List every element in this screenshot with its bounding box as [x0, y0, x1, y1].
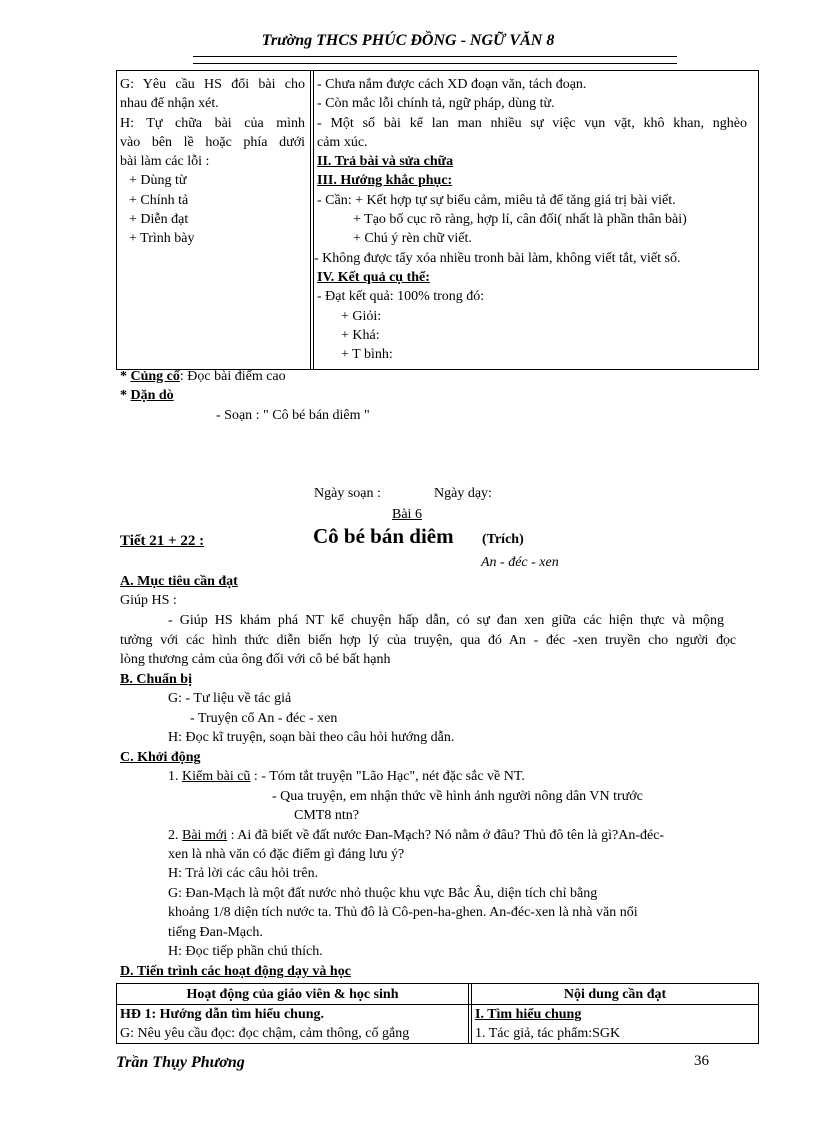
right-line: - Cần: + Kết hợp tự sự biểu cảm, miêu tả để tăng giá trị bài viết. [317, 193, 676, 208]
item-number: 1. [168, 769, 179, 784]
table-divider-inner [313, 71, 314, 369]
right-line: - Chưa nắm được cách XD đoạn văn, tách đoạn. [317, 77, 587, 92]
bai-moi-line: H: Trả lời các câu hỏi trên. [168, 866, 319, 881]
section-a-line: - Giúp HS khám phá NT kể chuyện hấp dẫn, có sự đan xen giữa các hiện thực và mộng [168, 613, 724, 628]
right-line: + Tạo bố cục rõ ràng, hợp lí, cân đối( nhất là phần thân bài) [353, 212, 687, 227]
right-line: + Chú ý rèn chữ viết. [353, 231, 472, 246]
ngay-day: Ngày dạy: [434, 486, 492, 501]
bai-moi-label: Bài mới [182, 828, 228, 843]
right-line: - Còn mắc lỗi chính tả, ngữ pháp, dùng từ. [317, 96, 555, 111]
lesson-number: Bài 6 [392, 507, 422, 522]
content-heading: I. Tìm hiểu chung [475, 1007, 582, 1022]
dan-do-line: * Dặn dò [120, 388, 174, 403]
lesson-author: An - đéc - xen [481, 555, 559, 570]
right-line: + Giỏi: [341, 309, 382, 324]
section-b-line: G: - Tư liệu về tác giả [168, 691, 292, 706]
footer-author: Trần Thụy Phương [116, 1054, 245, 1071]
header-rule [193, 56, 677, 64]
item-number: 2. [168, 828, 179, 843]
top-table [116, 70, 759, 370]
right-line: - Một số bài kể lan man nhiều sự việc vụn vặt, khô khan, nghèo [317, 116, 747, 131]
table-divider [310, 71, 311, 369]
bai-moi-line [168, 828, 664, 844]
kiem-bai-cu-line [168, 769, 525, 785]
right-line: - Không được tẩy xóa nhiều tronh bài làm, không viết tắt, viết số. [314, 251, 681, 266]
activity-table [116, 983, 759, 1044]
section-b-title: B. Chuẩn bị [120, 672, 192, 687]
right-line: cảm xúc. [317, 135, 368, 150]
lesson-title: Cô bé bán diêm [313, 524, 454, 548]
bai-moi-line: H: Đọc tiếp phần chú thích. [168, 944, 323, 959]
activity-heading: HĐ 1: Hướng dẫn tìm hiểu chung. [120, 1007, 325, 1022]
page-header [0, 32, 816, 50]
ngay-soan: Ngày soạn : [314, 486, 381, 501]
cung-co-text: : Đọc bài điểm cao [179, 369, 286, 384]
left-line: + Dùng từ [129, 173, 187, 188]
cung-co-line: * Củng cố: Đọc bài điểm cao [120, 369, 286, 384]
right-line: + Khá: [341, 328, 380, 343]
left-line: + Diễn đạt [129, 212, 189, 227]
right-line: - Đạt kết quả: 100% trong đó: [317, 289, 485, 304]
kiem-bai-cu-line: CMT8 ntn? [294, 808, 359, 823]
bai-moi-line: xen là nhà văn có đặc điểm gì đáng lưu ý? [168, 847, 405, 862]
section-heading: III. Hướng khắc phục: [317, 173, 453, 188]
dan-do-label: Dặn dò [130, 388, 174, 403]
kiem-bai-cu-line: - Qua truyện, em nhận thức về hình ảnh người nông dân VN trước [272, 789, 643, 804]
section-d-title: D. Tiến trình các hoạt động dạy và học [120, 964, 351, 979]
table-header-activity: Hoạt động của giáo viên & học sinh [186, 987, 399, 1002]
left-line: nhau để nhận xét. [120, 96, 219, 111]
section-a-line: tưởng với các hình thức diễn biến hợp lý của truyện, qua đó An - đéc -xen truyền cho người đọc [120, 633, 736, 648]
page-number: 36 [694, 1053, 709, 1069]
cung-co-label: Củng cố [130, 369, 180, 384]
bai-moi-line: khoảng 1/8 diện tích nước ta. Thủ đô là Cô-pen-ha-ghen. An-đéc-xen là nhà văn nổi [168, 905, 638, 920]
table-divider [468, 984, 469, 1043]
left-line: vào bên lề hoặc phía dưới [120, 135, 305, 150]
section-b-line: H: Đọc kĩ truyện, soạn bài theo câu hỏi hướng dẫn. [168, 730, 455, 745]
header-school: Trường THCS PHÚC ĐỒNG [261, 32, 457, 49]
left-line: H: Tự chữa bài của mình [120, 116, 305, 131]
kiem-bai-cu-text: : - Tóm tắt truyện "Lão Hạc", nét đặc sắc về NT. [253, 769, 525, 784]
bai-moi-line: G: Đan-Mạch là một đất nước nhỏ thuộc khu vực Bắc Âu, diện tích chỉ bằng [168, 886, 598, 901]
left-line: + Trình bày [129, 231, 195, 246]
left-line: G: Yêu cầu HS đổi bài cho [120, 77, 305, 92]
bai-moi-line: tiếng Đan-Mạch. [168, 925, 263, 940]
section-heading: IV. Kết quả cụ thể: [317, 270, 430, 285]
bai-moi-text: : Ai đã biết về đất nước Đan-Mạch? Nó nằm ở đâu? Thủ đô tên là gì?An-đéc- [230, 828, 665, 843]
tiet-label: Tiết 21 + 22 : [120, 533, 205, 549]
activity-text: G: Nêu yêu cầu đọc: đọc chậm, cảm thông, cố gắng [120, 1026, 410, 1041]
soan-line: - Soạn : " Cô bé bán diêm " [216, 408, 370, 423]
section-a-line: lòng thương cảm của ông đối với cô bé bất hạnh [120, 652, 391, 667]
kiem-bai-cu-label: Kiểm bài cũ [182, 769, 251, 784]
section-a-title: A. Mục tiêu cần đạt [120, 574, 238, 589]
right-line: + T bình: [341, 347, 393, 362]
lesson-trich: (Trích) [482, 532, 524, 547]
section-b-line: - Truyện cổ An - đéc - xen [190, 711, 338, 726]
content-text: 1. Tác giả, tác phẩm:SGK [475, 1026, 621, 1041]
header-separator: - [456, 32, 470, 49]
section-heading: II. Trả bài và sửa chữa [317, 154, 454, 169]
section-a-intro: Giúp HS : [120, 593, 177, 608]
left-line: + Chính tả [129, 193, 189, 208]
table-header-content: Nội dung cần đạt [563, 987, 667, 1002]
left-line: bài làm các lỗi : [120, 154, 210, 169]
section-c-title: C. Khởi động [120, 750, 201, 765]
header-subject: NGỮ VĂN 8 [469, 32, 555, 49]
